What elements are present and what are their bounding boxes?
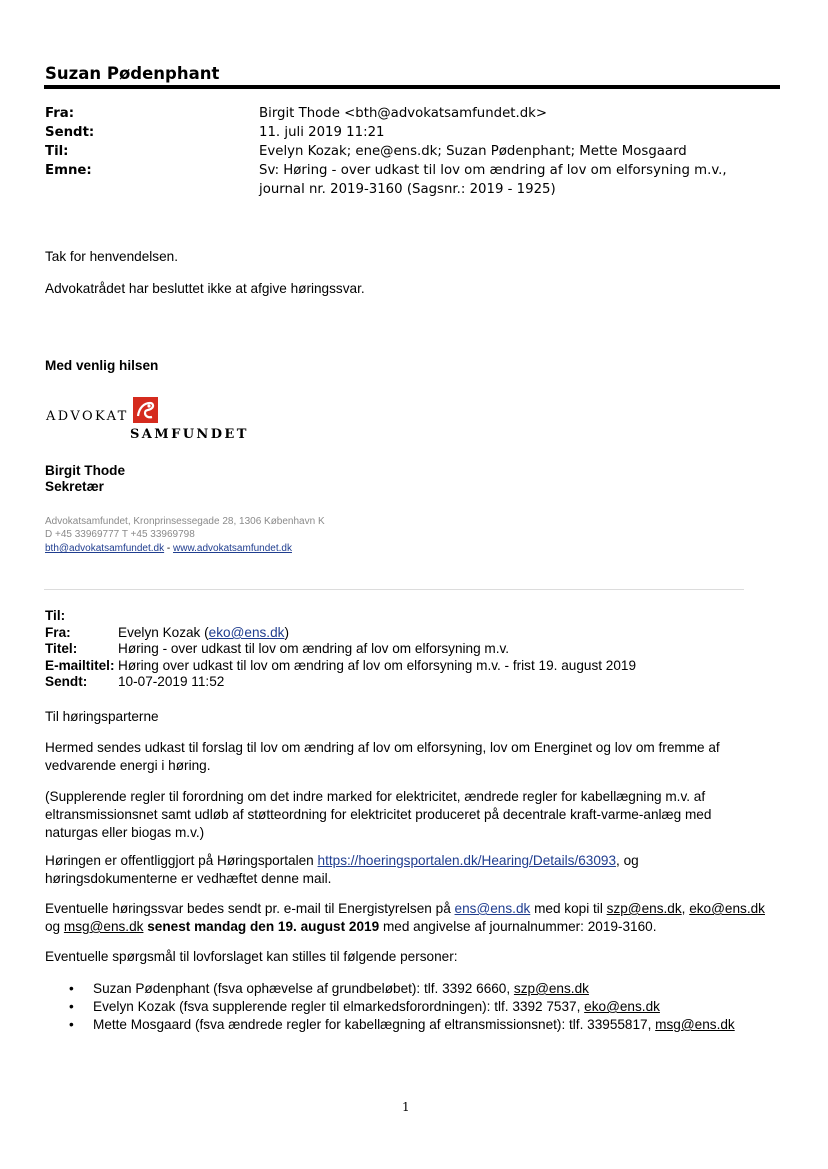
paragraph-4-text-e: med angivelse af journalnummer: 2019-3160. (379, 919, 657, 934)
msg-email-link[interactable]: msg@ens.dk (63, 919, 144, 934)
fw-sendt-value: 10-07-2019 11:52 (118, 674, 225, 689)
contact-email-link[interactable]: eko@ens.dk (584, 999, 660, 1014)
emne-label: Emne: (45, 163, 92, 178)
szp-email-link[interactable]: szp@ens.dk (606, 901, 682, 916)
eko-email-link[interactable]: eko@ens.dk (689, 901, 765, 916)
logo-mark-icon (133, 397, 158, 423)
fw-fra-name: Evelyn Kozak ( (118, 625, 209, 640)
contact-email-link[interactable]: msg@ens.dk (655, 1017, 735, 1032)
paragraph-4 (45, 900, 765, 936)
greeting: Med venlig hilsen (45, 358, 159, 373)
paragraph-4-text-c: , (681, 901, 690, 916)
logo-word-2: SAMFUNDET (130, 427, 249, 442)
fw-titel-label: Titel: (45, 641, 78, 656)
hoeringsportalen-link[interactable]: https://hoeringsportalen.dk/Hearing/Details/63093 (317, 853, 617, 868)
signature-email-link[interactable]: bth@advokatsamfundet.dk (45, 543, 165, 554)
sendt-label: Sendt: (45, 125, 95, 140)
list-item (45, 998, 785, 1016)
til-label: Til: (45, 144, 69, 159)
signature-website-link[interactable]: www.advokatsamfundet.dk (173, 543, 292, 554)
reply-line-2: Advokatrådet har besluttet ikke at afgive høringssvar. (45, 281, 365, 296)
page-number: 1 (402, 1100, 410, 1114)
fw-emailtitel-value: Høring over udkast til lov om ændring af lov om elforsyning m.v. - frist 19. august 2019 (118, 658, 637, 673)
paragraph-2: (Supplerende regler til forordning om det indre marked for elektricitet, ændrede regler for kabellægning m.v. af eltransmissionsnet samt udløb af støtteordning for elektricitet produceret på decentrale kraft-varme-anlæg med naturgas eller biogas m.v.) (45, 789, 712, 840)
fw-fra-close: ) (284, 625, 289, 640)
divider (44, 589, 744, 590)
paragraph-4-text-a: Eventuelle høringssvar bedes sendt pr. e-mail til Energistyrelsen på (45, 901, 455, 916)
paragraph-1: Hermed sendes udkast til forslag til lov om ændring af lov om elforsyning, lov om Energinet og lov om fremme af vedvarende energi i høring. (45, 740, 720, 773)
emne-value: Sv: Høring - over udkast til lov om ændring af lov om elforsyning m.v., journal nr. 2019-3160 (Sagsnr.: 2019 - 1925) (259, 163, 727, 197)
fw-fra-label: Fra: (45, 625, 71, 640)
fra-label: Fra: (45, 106, 75, 121)
paragraph-4-text-b: med kopi til (530, 901, 607, 916)
logo-word-1: ADVOKAT (46, 409, 129, 424)
paragraph-5: Eventuelle spørgsmål til lovforslaget kan stilles til følgende personer: (45, 949, 458, 964)
list-item (45, 980, 785, 998)
deadline-text: senest mandag den 19. august 2019 (143, 919, 380, 934)
paragraph-3-text-b: , og høringsdokumenterne er vedhæftet denne mail. (45, 853, 639, 886)
paragraph-3-text-a: Høringen er offentliggjort på Høringsportalen (45, 853, 318, 868)
list-item (45, 1016, 785, 1034)
ens-email-link[interactable]: ens@ens.dk (454, 901, 531, 916)
contact-text: Evelyn Kozak (fsva supplerende regler til elmarkedsforordningen): tlf. 3392 7537, (93, 999, 585, 1014)
signature-separator: - (164, 543, 174, 554)
fw-sendt-label: Sendt: (45, 674, 88, 689)
heading-rule (44, 85, 780, 89)
signature-name: Birgit Thode (45, 463, 126, 478)
signature-phones: D +45 33969777 T +45 33969798 (45, 529, 195, 540)
sendt-value: 11. juli 2019 11:21 (259, 125, 385, 140)
salutation: Til høringsparterne (45, 709, 159, 724)
contact-text: Mette Mosgaard (fsva ændrede regler for kabellægning af eltransmissionsnet): tlf. 33955817, (93, 1017, 656, 1032)
signature-title: Sekretær (45, 479, 104, 494)
fra-value: Birgit Thode <bth@advokatsamfundet.dk> (259, 106, 548, 121)
reply-line-1: Tak for henvendelsen. (45, 249, 179, 264)
fw-fra-email-link[interactable]: eko@ens.dk (208, 625, 285, 640)
contact-email-link[interactable]: szp@ens.dk (513, 981, 589, 996)
contact-list (45, 980, 785, 1034)
contact-text: Suzan Pødenphant (fsva ophævelse af grundbeløbet): tlf. 3392 6660, (93, 981, 514, 996)
paragraph-3 (45, 852, 765, 888)
page-sender-heading: Suzan Pødenphant (45, 64, 220, 83)
paragraph-4-text-d: og (45, 919, 64, 934)
til-value: Evelyn Kozak; ene@ens.dk; Suzan Pødenphant; Mette Mosgaard (259, 144, 687, 159)
fw-emailtitel-label: E-mailtitel: (45, 658, 115, 673)
fw-til-label: Til: (45, 608, 66, 623)
fw-titel-value: Høring - over udkast til lov om ændring af lov om elforsyning m.v. (118, 641, 510, 656)
signature-address: Advokatsamfundet, Kronprinsessegade 28, 1306 København K (45, 516, 325, 527)
